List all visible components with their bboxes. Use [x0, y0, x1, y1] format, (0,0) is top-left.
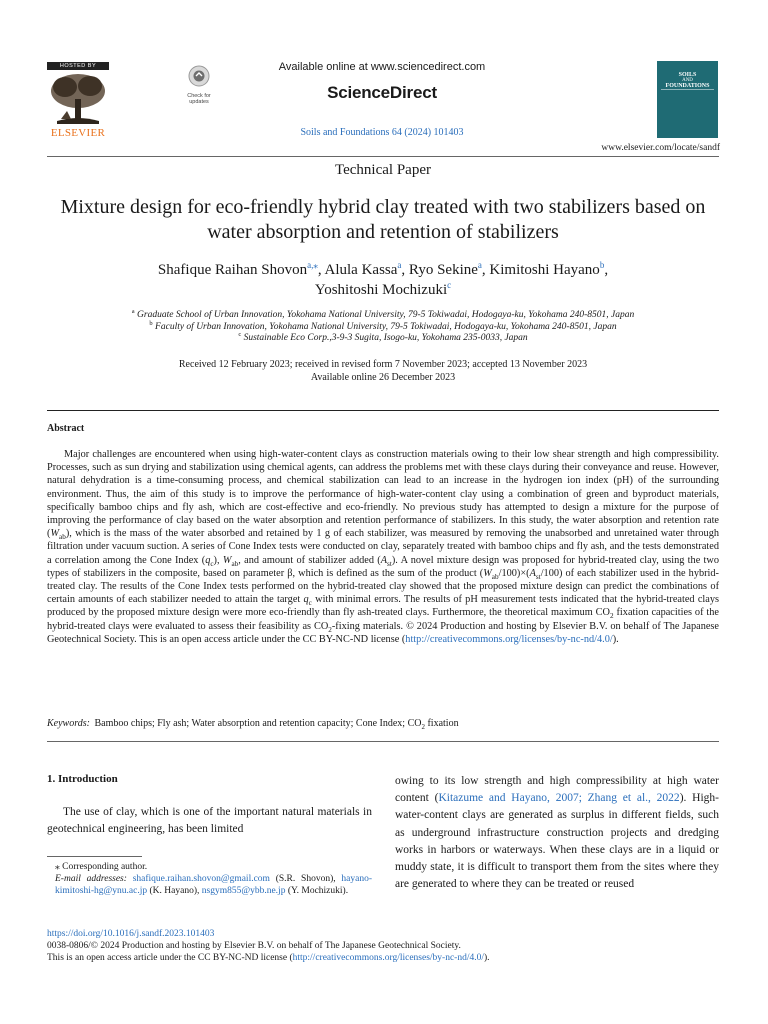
authors-line-2	[47, 280, 719, 300]
elsevier-logo	[47, 62, 109, 140]
keywords	[47, 718, 719, 729]
authors-line-1: Shafique Raihan Shovon$^{a,⁎}$, Alula Kassa$^a$, Ryo Sekine$^a$, Kimitoshi Hayano$^b$,	[157, 260, 609, 278]
crossmark-label: Check for updates	[187, 93, 211, 105]
keywords-label: Keywords:	[47, 718, 90, 729]
sciencedirect-wordmark[interactable]: ScienceDirect	[327, 83, 437, 102]
article-type: Technical Paper	[335, 162, 431, 178]
author-5[interactable]: Yoshitoshi Mochizuki$^c$	[314, 280, 452, 298]
crossmark-icon	[181, 64, 217, 88]
affiliation-a: $^a$ Graduate School of Urban Innovation, Yokohama National University, 79-5 Tokiwadai, Hodogaya-ku, Yokohama 240-8501, Japan	[131, 308, 635, 320]
author-1[interactable]: Shafique Raihan Shovon$^{a,⁎}$	[157, 260, 318, 278]
abstract-text: Major challenges are encountered when using high-water-content clays as construction materials owing to their low shear strength and high compressibility. Processes, such as sun drying and stabilization using chemical agents, can address the problems met with these clays during their conveyance and reuse. However, natural dehydration is a time-consuming process, and chemical stabilization can lead to an increase in the hydrogen ion index (pH) of the surrounding environment. Thus, the aim of this study is to improve the performance of high-water-content clay using a combination of green and byproduct materials, specifically bamboo chips and fly ash, which are cost-effective and eco-friendly. No previous study has attempted to design a mixture for the purpose of improving the performance of clay based on the water absorption and retention performance of stabilizers. In this study, the water absorption and retention rate $(W_{ab})$, which is the mass of the water absorbed and retained by 1 g of each stabilizer, was measured by removing the unabsorbed and unretained water through filtration under vacuum suction. A series of Cone Index tests were conducted on clay, separately treated with bamboo chips and fly ash, and the tests demonstrated a correlation among the Cone Index $(q_c)$, $W_{ab}$, and amount of stabilizer added $(A_{st})$. A novel mixture design was proposed for hybrid-treated clay, using the two types of stabilizers in the composite, based on parameter β, which is defined as the sum of the product $(W_{ab}/100)\times(A_{st}/100)$ of each stabilizer used in the hybrid-treated clay. The results of the Cone Index tests performed on the hybrid-treated clay showed that the proposed mixture design can predict the combinations of certain amounts of each stabilizer needed to attain the target $q_c$ with minimal errors. The results of pH measurement tests indicated that the hybrid-treated clays produced by the proposed mixture design were more eco-friendly than fly ash-treated clays. Furthermore, the theoretical maximum $CO_2$ fixation capacities of the hybrid-treated clays were evaluated to assess their feasibility as $CO_2$-fixing materials. © 2024 Production and hosting by Elsevier B.V. on behalf of The Japanese Geotechnical Society. This is an open access article under the CC BY-NC-ND license (http://creativecommons.org/licenses/by-nc-nd/4.0/).	[47, 449, 720, 645]
abstract-copyright: © 2024 Production and hosting by Elsevier B.V. on behalf of The Japanese Geotechnical Society. This is an open access article under the CC BY-NC-ND license (http://creativecommons.org/licenses/by-nc-nd/4.0/).	[47, 620, 719, 645]
intro-right-paragraph: owing to its low strength and high compressibility at high water content (Kitazume and Hayano, 2007; Zhang et al., 2022). High-water-content clays are generated as surplus in different fields, such as underground infrastructure construction projects and dredging works in harbors or waterways. When these clays are in a liquid or muddy state, it is difficult to transport them from the sites where they are generated to where they can be treated or reused	[395, 775, 719, 891]
email-link-1[interactable]: shafique.raihan.shovon@gmail.com	[132, 874, 270, 885]
cover-title-3: FOUNDATIONS	[665, 83, 710, 89]
affiliations	[47, 310, 719, 345]
issn-line: 0038-0806/© 2024 Production and hosting by Elsevier B.V. on behalf of The Japanese Geotechnical Society.	[47, 941, 461, 952]
tree-icon	[47, 71, 109, 127]
email-link-2[interactable]: hayano-kimitoshi-hg@ynu.ac.jp	[55, 874, 372, 897]
cover-title-2: AND	[682, 78, 693, 83]
available-online-date: Available online 26 December 2023	[310, 371, 456, 383]
citation-link[interactable]: Kitazume and Hayano, 2007; Zhang et al., 2022	[438, 792, 680, 805]
received-dates: Received 12 February 2023; received in revised form 7 November 2023; accepted 13 November 2023	[178, 359, 588, 370]
journal-homepage-link[interactable]: www.elsevier.com/locate/sandf	[601, 143, 720, 153]
journal-reference[interactable]: Soils and Foundations 64 (2024) 101403	[300, 127, 464, 138]
corresponding-author-note: ⁎ Corresponding author.	[55, 862, 148, 872]
affiliation-c: $^c$ Sustainable Eco Corp.,3-9-3 Sugita, Isogo-ku, Yokohama 235-0033, Japan	[238, 331, 528, 343]
journal-cover-thumbnail[interactable]	[657, 61, 718, 138]
email-addresses: E-mail addresses: shafique.raihan.shovon@gmail.com (S.R. Shovon), hayano-kimitoshi-hg@ynu.ac.jp (K. Hayano), nsgym855@ybb.ne.jp (Y. Mochizuki).	[55, 874, 372, 897]
author-list	[47, 260, 719, 300]
keywords-bottom-rule	[47, 741, 719, 742]
footer-license-link[interactable]: http://creativecommons.org/licenses/by-nc-nd/4.0/	[292, 953, 484, 964]
section-heading-introduction: 1. Introduction	[47, 773, 118, 785]
keywords-list: Bamboo chips; Fly ash; Water absorption and retention capacity; Cone Index; $CO_2$ fixation	[94, 718, 459, 731]
abstract-top-rule	[47, 410, 719, 411]
author-2[interactable]: Alula Kassa$^a$	[324, 260, 402, 278]
abstract-heading: Abstract	[47, 423, 85, 434]
elsevier-wordmark: ELSEVIER	[50, 127, 106, 139]
check-for-updates-badge[interactable]	[181, 64, 217, 105]
cover-divider	[661, 89, 714, 90]
author-3[interactable]: Ryo Sekine$^a$	[408, 260, 482, 278]
hosted-by-label: HOSTED BY	[47, 62, 109, 70]
license-line: This is an open access article under the CC BY-NC-ND license (http://creativecommons.org/licenses/by-nc-nd/4.0/).	[47, 953, 490, 964]
publication-footer	[47, 928, 719, 965]
footnote-rule	[47, 856, 142, 857]
header-rule	[47, 156, 719, 157]
available-online-line: Available online at www.sciencedirect.com	[278, 61, 486, 73]
cover-title-1: SOILS	[678, 72, 697, 78]
article-history	[47, 359, 719, 384]
license-link[interactable]: http://creativecommons.org/licenses/by-nc-nd/4.0/	[405, 633, 613, 645]
article-title: Mixture design for eco-friendly hybrid clay treated with two stabilizers based on water absorption and retention of stabilizers	[60, 196, 706, 243]
corresponding-footnote	[47, 861, 372, 898]
doi-link[interactable]: https://doi.org/10.1016/j.sandf.2023.101403	[47, 929, 215, 939]
email-link-3[interactable]: nsgym855@ybb.ne.jp	[201, 886, 286, 897]
intro-left-paragraph: The use of clay, which is one of the important natural materials in geotechnical engineering, has been limited	[47, 806, 372, 836]
author-4[interactable]: Kimitoshi Hayano$^b$	[489, 260, 605, 278]
affiliation-b: $^b$ Faculty of Urban Innovation, Yokohama National University, 79-5 Tokiwadai, Hodogaya-ku, Yokohama 240-8501, Japan	[149, 319, 617, 332]
